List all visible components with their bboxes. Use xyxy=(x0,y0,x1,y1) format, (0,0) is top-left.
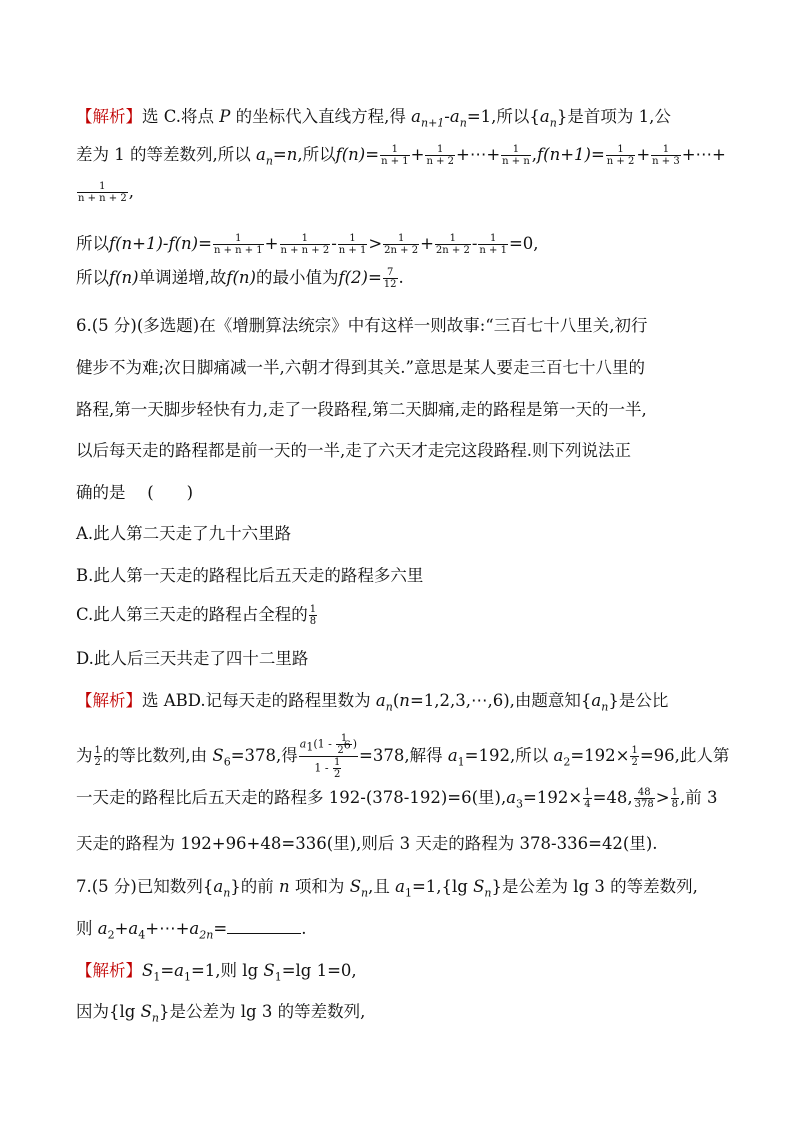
fraction: $\frac{1}{2n + 2}$ xyxy=(435,233,470,256)
fraction: $\frac{1}{n + 1}$ xyxy=(338,233,367,256)
q6-stem-line-2: 健步不为难;次日脚痛减一半,六朝才得到其关.”意思是某人要走三百七十八里的 xyxy=(76,358,645,377)
q6-stem-line-4: 以后每天走的路程都是前一天的一半,走了六天才走完这段路程.则下列说法正 xyxy=(76,441,631,460)
fraction: $\frac{1}{n + 2}$ xyxy=(426,144,454,167)
q5-analysis-line-2: 差为 1 的等差数列,所以 $a_n=n$,所以f(n)= $\frac{1}{n + 1}$ + $\frac{1}{n + 2}$ +⋯+ $\frac{1}{n + n}$ ,f(n+1)= $\frac{1}{n + 2}$ + $\frac{1}{n + 3}$ +⋯+ xyxy=(76,144,726,168)
q5-analysis-line-1: 【解析】选 C.将点 P 的坐标代入直线方程,得 $a_{n+1}-a_n=1$,所以$\{a_n\}$是首项为 1,公 xyxy=(76,107,671,130)
fraction: $\frac{1}{2}$ xyxy=(631,745,638,768)
fraction: $\frac{1}{n + 3}$ xyxy=(652,144,680,167)
fraction: $\frac{1}{2^6}$ xyxy=(337,733,351,756)
sum-formula-fraction: $a_1(1$ - $\frac{1}{2^6}$ ) 1 - $\frac{1}{2}$ xyxy=(299,733,357,780)
fraction: $\frac{1}{n + n + 1}$ xyxy=(213,233,263,256)
fraction: $\frac{1}{4}$ xyxy=(584,787,591,810)
answer-blank[interactable] xyxy=(227,917,301,934)
q6-analysis-line-2: 为 $\frac{1}{2}$ 的等比数列,由 $S_6=378$,得 $a_1(1$ - $\frac{1}{2^6}$ ) 1 - $\frac{1}{2}$ =378,解得 $a_1=192$,所以 $a_2=192\times$ $\frac{1}{2}$ =96,此人第 xyxy=(76,733,730,780)
q5-analysis-line-5: 所以f(n)单调递增,故f(n)的最小值为f(2)= $\frac{7}{12}$ . xyxy=(76,267,404,290)
q6-option-c: C.此人第三天走的路程占全程的 $\frac{1}{8}$ xyxy=(76,604,317,627)
q6-stem-line-1: 6.(5 分)(多选题)在《增删算法统宗》中有这样一则故事:“三百七十八里关,初行 xyxy=(76,316,648,335)
fraction: $\frac{1}{n + 1}$ xyxy=(479,233,507,256)
fraction: $\frac{1}{2}$ xyxy=(334,757,341,780)
q6-option-a: A.此人第二天走了九十六里路 xyxy=(76,524,292,543)
q6-analysis-line-4: 天走的路程为 192+96+48=336(里),则后 3 天走的路程为 378-336=42(里). xyxy=(76,834,658,853)
fraction: $\frac{1}{n + n + 2}$ xyxy=(78,181,127,204)
q7-analysis-line-1: 【解析】$S_1=a_1=1$,则 $\lg S_1=\lg$ 1=0, xyxy=(76,961,357,984)
q7-stem-line-1: 7.(5 分)已知数列$\{a_n\}$的前 n 项和为 $S_n$,且 $a_1=1,\{\lg$ $S_n$}是公差为 lg 3 的等差数列, xyxy=(76,877,698,900)
q6-option-d: D.此人后三天共走了四十二里路 xyxy=(76,649,309,668)
analysis-tag: 【解析】 xyxy=(76,961,142,980)
q7-analysis-line-2: 因为{lg $S_n$}是公差为 lg 3 的等差数列, xyxy=(76,1002,366,1025)
fraction: $\frac{1}{8}$ xyxy=(309,604,317,627)
analysis-tag: 【解析】 xyxy=(76,107,142,126)
fraction: $\frac{1}{2n + 2}$ xyxy=(384,233,419,256)
q6-stem-line-3: 路程,第一天脚步轻快有力,走了一段路程,第二天脚痛,走的路程是第一天的一半, xyxy=(76,400,647,419)
q6-stem-line-5: 确的是 ( ) xyxy=(76,483,194,502)
q5-analysis-line-3: $\frac{1}{n + n + 2}$ , xyxy=(78,181,134,204)
q6-option-b: B.此人第一天走的路程比后五天走的路程多六里 xyxy=(76,566,424,585)
fraction: $\frac{1}{2}$ xyxy=(94,745,101,768)
q6-analysis-line-3: 一天走的路程比后五天走的路程多 192-(378-192)=6(里)$,a_3=192\times$ $\frac{1}{4}$ =48, $\frac{48}{378}$ > $\frac{1}{8}$ ,前 3 xyxy=(76,787,718,811)
analysis-tag: 【解析】 xyxy=(76,691,142,710)
q5-analysis-line-4: 所以f(n+1)-f(n)= $\frac{1}{n + n + 1}$ + $\frac{1}{n + n + 2}$ - $\frac{1}{n + 1}$ > $\frac{1}{2n + 2}$ + $\frac{1}{2n + 2}$ - $\frac{1}{n + 1}$ =0, xyxy=(76,233,539,256)
fraction: $\frac{1}{n + n + 2}$ xyxy=(280,233,330,256)
fraction: $\frac{1}{n + 1}$ xyxy=(381,144,409,167)
fraction: $\frac{1}{8}$ xyxy=(671,787,678,810)
fraction: $\frac{7}{12}$ xyxy=(383,267,397,290)
q6-analysis-line-1: 【解析】选 ABD.记每天走的路程里数为 $a_n(n=1,2,3,\cdots,6)$,由题意知$\{a_n\}$是公比 xyxy=(76,691,669,714)
fraction: $\frac{1}{n + 2}$ xyxy=(606,144,635,167)
fraction: $\frac{48}{378}$ xyxy=(634,787,654,810)
q7-stem-line-2: 则 $a_2+a_4+\cdots+a_{2n}=$ . xyxy=(76,919,307,942)
fraction: $\frac{1}{n + n}$ xyxy=(502,144,530,167)
